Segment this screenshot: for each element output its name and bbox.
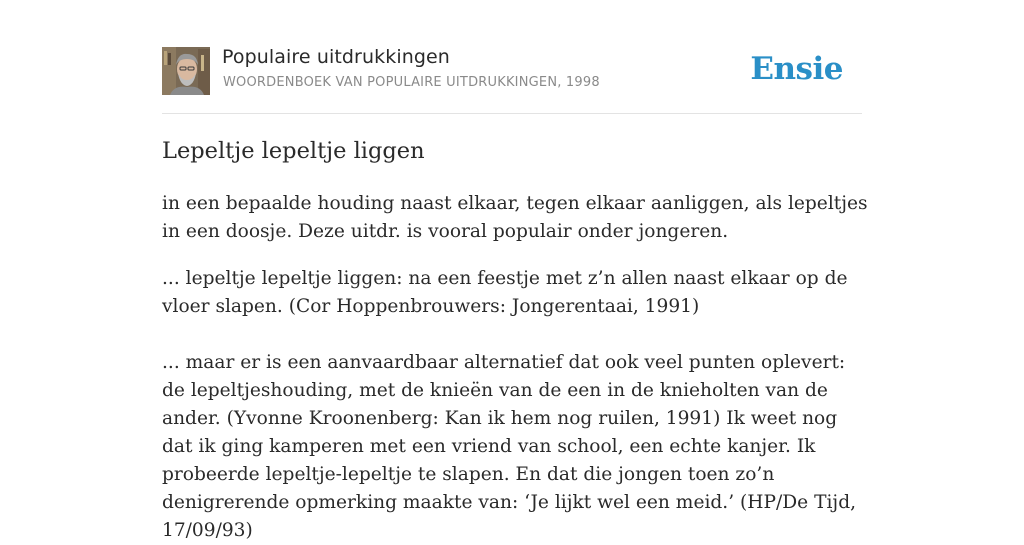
entry-content <box>162 190 868 545</box>
ensie-logo-link[interactable]: Ensie <box>750 51 843 87</box>
header-divider <box>162 113 862 114</box>
entry-definition: in een bepaalde houding naast elkaar, tegen elkaar aanliggen, als lepeltjes in een doosje. Deze uitdr. is vooral populair onder jongeren. <box>162 193 868 242</box>
entry-quote-2: ... maar er is een aanvaardbaar alternatief dat ook veel punten oplevert: de lepeltjeshouding, met de knieën van de een in de knieholten van de ander. (Yvonne Kroonenberg: Kan ik hem nog ruilen, 1991) Ik weet nog dat ik ging kamperen met een vriend van school, een echte kanjer. Ik probeerde lepeltje-lepeltje te slapen. En dat die jongen toen zo’n denigrerende opmerking maakte van: ‘Je lijkt wel een meid.’ (HP/De Tijd, 17/09/93) <box>162 352 857 541</box>
entry-term: Lepeltje lepeltje liggen <box>162 138 425 164</box>
source-header <box>162 46 862 96</box>
source-title[interactable]: Populaire uitdrukkingen <box>222 46 450 68</box>
author-avatar[interactable] <box>162 47 210 95</box>
source-subtitle: WOORDENBOEK VAN POPULAIRE UITDRUKKINGEN, 1998 <box>223 75 600 90</box>
entry-quote-1: ... lepeltje lepeltje liggen: na een feestje met z’n allen naast elkaar op de vloer slapen. (Cor Hoppenbrouwers: Jongerentaai, 1991) <box>162 268 848 317</box>
